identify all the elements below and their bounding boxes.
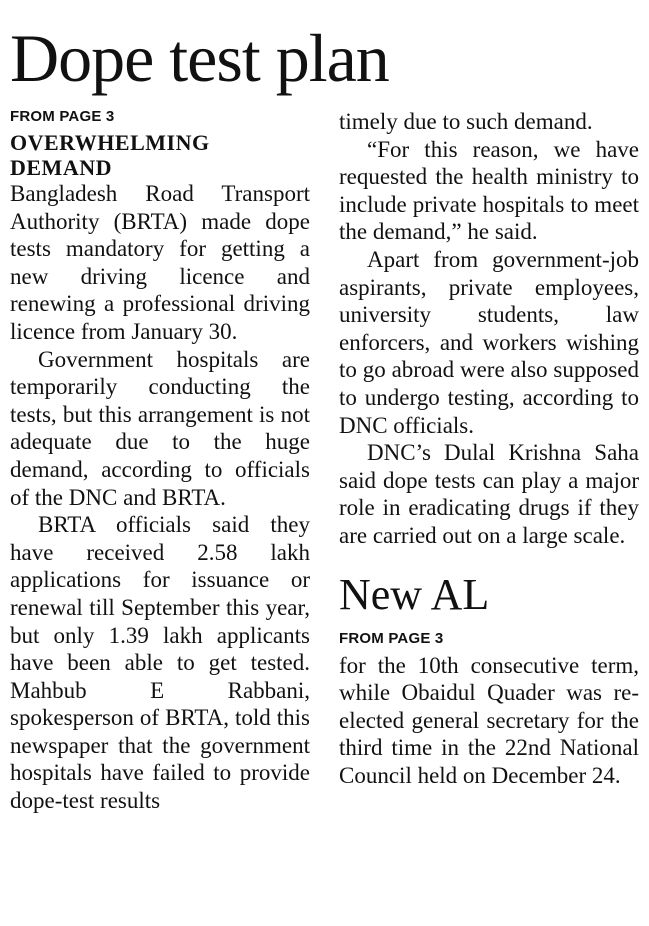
article-paragraph: BRTA officials said they have received 2.58 lakh applications for issuance or renewal till September this year, but only 1.39 lakh applicants have been able to get tested. Mahbub E Rabbani, spokesperson of BRTA, told this newspaper that the government hospitals have failed to provide dope-test results (10, 512, 310, 814)
article-subhead: OVERWHELMING DEMAND (10, 130, 210, 180)
article-paragraph-continued: timely due to such demand. (339, 109, 593, 134)
article-paragraph: DNC’s Dulal Krishna Saha said dope tests can play a major role in eradicating drugs if they are carried out on a large scale. (339, 440, 639, 548)
article-paragraph: Bangladesh Road Transport Authority (BRTA) made dope tests mandatory for getting a new driving licence and renewing a professional driving licence from January 30. (10, 181, 310, 344)
second-article-paragraph: for the 10th consecutive term, while Obaidul Quader was re-elected general secretary for the third time in the 22nd National Council held on December 24. (339, 652, 639, 788)
article-paragraph: Apart from government-job aspirants, private employees, university students, law enforcers, and workers wishing to go abroad were also supposed to undergo testing, according to DNC officials. (339, 246, 639, 438)
article-paragraph: “For this reason, we have requested the health ministry to include private hospitals to meet the demand,” he said. (339, 136, 639, 245)
second-article-headline: New AL (339, 569, 490, 619)
article-paragraph: Government hospitals are temporarily conducting the tests, but this arrangement is not adequate due to the huge demand, according to officials of the DNC and BRTA. (10, 346, 310, 510)
article-column-right (339, 108, 639, 789)
continued-from-label: FROM PAGE 3 (339, 629, 444, 647)
continued-from-label: FROM PAGE 3 (10, 108, 115, 125)
article-column-left (10, 108, 310, 815)
article-headline: Dope test plan (10, 20, 389, 96)
